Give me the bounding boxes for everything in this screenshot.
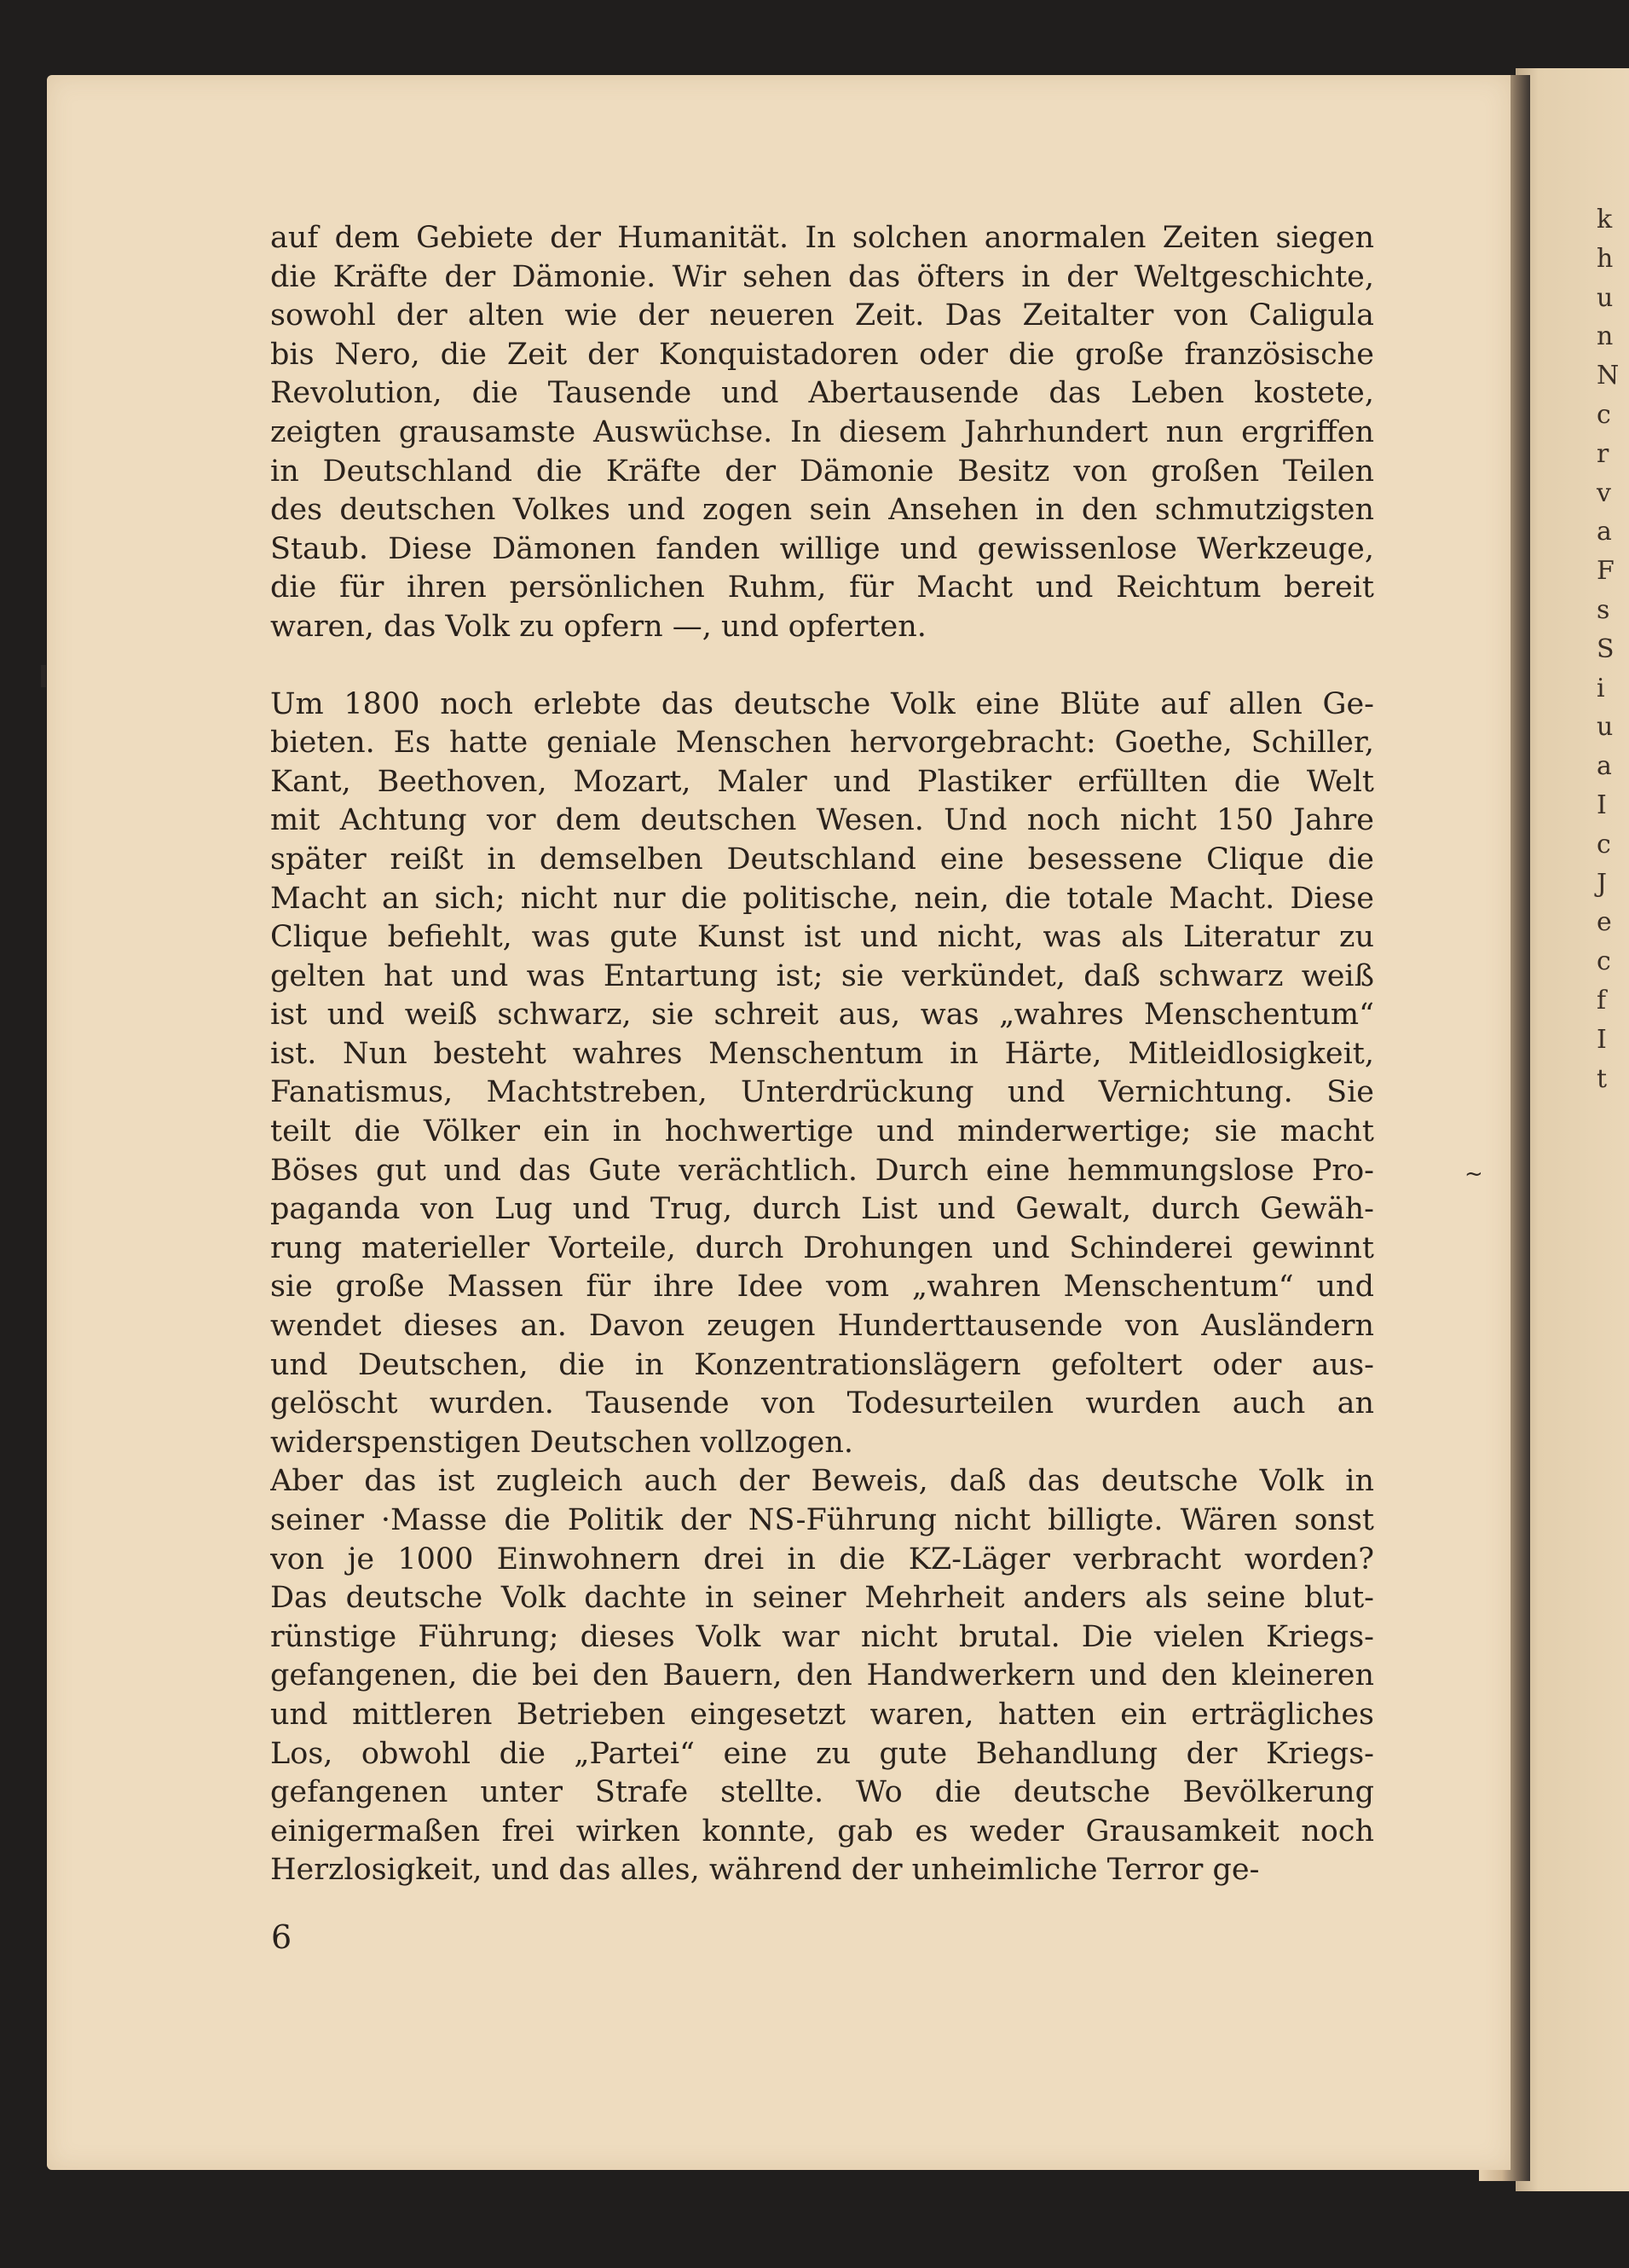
text-line: Kant, Beethoven, Mozart, Maler und Plastiker erfüllten die Welt [270,764,1374,799]
facing-page-letter: c [1597,946,1611,977]
facing-page-letter: u [1597,282,1614,313]
facing-page-letter: F [1597,556,1615,587]
text-line: wendet dieses an. Davon zeugen Hunderttausende von Ausländern [270,1309,1374,1344]
page-number: 6 [271,1918,292,1956]
text-line: und Deutschen, die in Konzentrationslägern gefoltert oder aus- [270,1347,1374,1382]
facing-page-letter: i [1597,673,1605,703]
text-line: gefangenen unter Strafe stellte. Wo die deutsche Bevölkerung [270,1775,1374,1810]
text-line: des deutschen Volkes und zogen sein Ansehen in den schmutzigsten [270,493,1374,528]
text-line: paganda von Lug und Trug, durch List und Gewalt, durch Gewäh- [270,1192,1374,1227]
text-line: gelöscht wurden. Tausende von Todesurteilen wurden auch an [270,1386,1374,1421]
facing-page-letter: a [1597,751,1612,782]
text-line: rünstige Führung; dieses Volk war nicht brutal. Die vielen Kriegs- [270,1619,1374,1654]
text-line: die für ihren persönlichen Ruhm, für Macht und Reichtum bereit [270,570,1374,605]
text-line: die Kräfte der Dämonie. Wir sehen das öfters in der Weltgeschichte, [270,259,1374,294]
text-line: von je 1000 Einwohnern drei in die KZ-Läger verbracht worden? [270,1542,1374,1577]
paragraph-2 [270,686,1374,1463]
text-line: sie große Massen für ihre Idee vom „wahren Menschentum“ und [270,1270,1374,1305]
text-line: zeigten grausamste Auswüchse. In diesem Jahrhundert nun ergriffen [270,414,1374,449]
text-line: mit Achtung vor dem deutschen Wesen. Und noch nicht 150 Jahre [270,803,1374,838]
text-line: Clique befiehlt, was gute Kunst ist und nicht, was als Literatur zu [270,920,1374,955]
text-line: Staub. Diese Dämonen fanden willige und gewissenlose Werkzeuge, [270,531,1374,566]
text-line: Um 1800 noch erlebte das deutsche Volk eine Blüte auf allen Ge- [270,686,1374,721]
facing-page-letter: I [1597,1024,1607,1055]
facing-page-letter: r [1597,438,1609,469]
text-line: Aber das ist zugleich auch der Beweis, daß das deutsche Volk in [270,1464,1374,1499]
facing-page-letter: c [1597,829,1611,859]
text-line: bis Nero, die Zeit der Konquistadoren oder die große französische [270,337,1374,372]
text-line: teilt die Völker ein in hochwertige und minderwertige; sie macht [270,1114,1374,1149]
facing-page-letter: n [1597,321,1614,352]
text-line: widerspenstigen Deutschen vollzogen. [270,1425,854,1460]
facing-page-letter: c [1597,399,1611,430]
text-line: später reißt in demselben Deutschland eine besessene Clique die [270,842,1374,877]
facing-page-letter: S [1597,634,1615,664]
text-line: seiner ·Masse die Politik der NS-Führung nicht billigte. Wären sonst [270,1503,1374,1537]
text-line: in Deutschland die Kräfte der Dämonie Besitz von großen Teilen [270,454,1374,489]
text-line: rung materieller Vorteile, durch Drohungen und Schinderei gewinnt [270,1230,1374,1265]
page-edge-mark [41,665,46,687]
text-line: ist und weiß schwarz, sie schreit aus, was „wahres Menschentum“ [270,998,1374,1033]
facing-page-letter: v [1597,477,1611,508]
text-line: Revolution, die Tausende und Abertausende das Leben kostete, [270,376,1374,411]
facing-page-letter: a [1597,517,1612,547]
facing-page-letter: h [1597,243,1614,274]
facing-page-letter: N [1597,361,1620,391]
text-line: gefangenen, die bei den Bauern, den Handwerkern und den kleineren [270,1658,1374,1693]
text-line: waren, das Volk zu opfern —, und opferten. [270,609,927,644]
text-line: sowohl der alten wie der neueren Zeit. Das Zeitalter von Caligula [270,298,1374,333]
paragraph-3 [270,1462,1374,1890]
paragraph-gap [270,647,1374,686]
text-line: auf dem Gebiete der Humanität. In solchen anormalen Zeiten siegen [270,221,1374,255]
text-line: gelten hat und was Entartung ist; sie verkündet, daß schwarz weiß [270,958,1374,993]
facing-page-letter: I [1597,790,1607,820]
facing-page-letter: f [1597,985,1607,1015]
text-line: einigermaßen frei wirken konnte, gab es weder Grausamkeit noch [270,1814,1374,1849]
facing-page-letter: t [1597,1063,1608,1094]
text-line: Das deutsche Volk dachte in seiner Mehrheit anders als seine blut- [270,1581,1374,1616]
paragraph-1 [270,219,1374,647]
text-line: Macht an sich; nicht nur die politische, nein, die totale Macht. Diese [270,881,1374,916]
facing-page-letters [1597,200,1622,1098]
facing-page-letter: k [1597,205,1613,234]
text-line: und mittleren Betrieben eingesetzt waren, hatten ein erträgliches [270,1697,1374,1732]
facing-page-letter: e [1597,907,1612,938]
facing-page-letter: J [1597,868,1608,899]
page-text-block [270,219,1374,1890]
margin-mark: ~ [1464,1161,1483,1187]
text-line: bieten. Es hatte geniale Menschen hervorgebracht: Goethe, Schiller, [270,726,1374,761]
text-line: Böses gut und das Gute verächtlich. Durch eine hemmungslose Pro- [270,1153,1374,1188]
text-line: Herzlosigkeit, und das alles, während der unheimliche Terror ge- [270,1853,1260,1888]
text-line: Los, obwohl die „Partei“ eine zu gute Behandlung der Kriegs- [270,1736,1374,1771]
facing-page-letter: s [1597,594,1610,625]
facing-page-letter: u [1597,712,1614,743]
text-line: ist. Nun besteht wahres Menschentum in Härte, Mitleidlosigkeit, [270,1036,1374,1071]
text-line: Fanatismus, Machtstreben, Unterdrückung und Vernichtung. Sie [270,1075,1374,1110]
